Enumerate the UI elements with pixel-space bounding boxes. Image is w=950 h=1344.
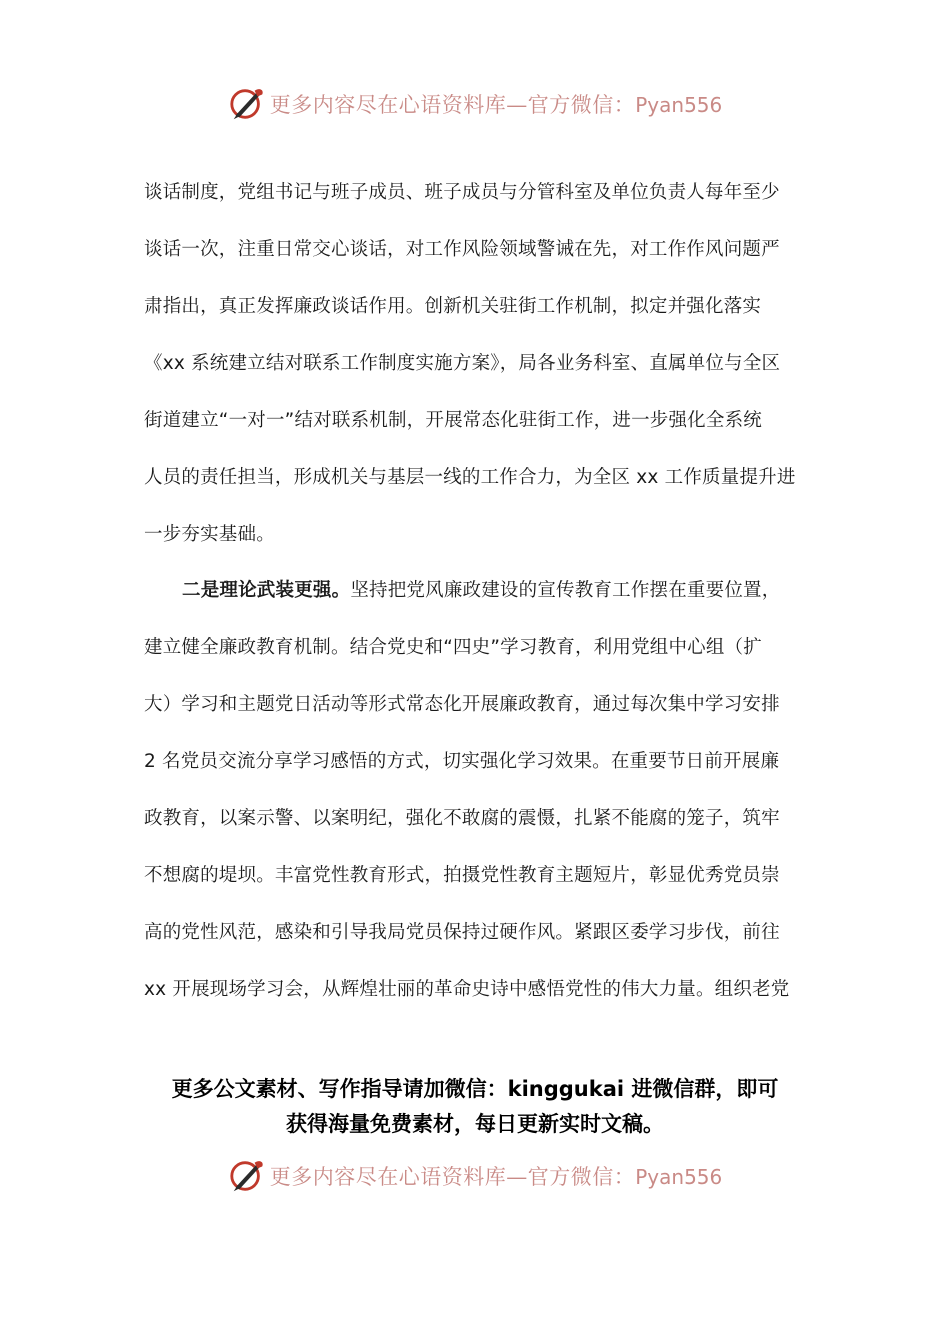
text-line: xx 开展现场学习会，从辉煌壮丽的革命史诗中感悟党性的伟大力量。组织老党 <box>144 979 790 1000</box>
paragraph-first-line <box>182 576 780 606</box>
banner-label <box>270 1161 723 1191</box>
text-line: 谈话一次，注重日常交心谈话，对工作风险领域警诫在先，对工作作风问题严 <box>144 239 780 260</box>
text-line: 不想腐的堤坝。丰富党性教育形式，拍摄党性教育主题短片，彰显优秀党员崇 <box>144 865 780 886</box>
text-line: 政教育，以案示警、以案明纪，强化不敢腐的震慑，扎紧不能腐的笼子，筑牢 <box>144 808 780 829</box>
wechat-handle: Pyan556 <box>635 93 723 117</box>
quill-logo-icon <box>228 85 266 123</box>
text-line: 一步夯实基础。 <box>144 524 275 545</box>
text-line: 高的党性风范，感染和引导我局党员保持过硬作风。紧跟区委学习步伐，前往 <box>144 922 780 943</box>
text-line: 街道建立“一对一”结对联系机制，开展常态化驻街工作，进一步强化全系统 <box>144 410 762 431</box>
text-line: 建立健全廉政教育机制。结合党史和“四史”学习教育，利用党组中心组（扩 <box>144 637 762 658</box>
banner-label <box>270 89 723 119</box>
paragraph-heading: 二是理论武装更强。 <box>182 580 351 601</box>
footer-banner <box>0 1154 950 1198</box>
text-line: 大）学习和主题党日活动等形式常态化开展廉政教育，通过每次集中学习安排 <box>144 694 780 715</box>
header-banner <box>0 82 950 126</box>
text-line: 2 名党员交流分享学习感悟的方式，切实强化学习效果。在重要节日前开展廉 <box>144 751 780 772</box>
wechat-handle: Pyan556 <box>635 1165 723 1189</box>
text-line: 谈话制度，党组书记与班子成员、班子成员与分管科室及单位负责人每年至少 <box>144 182 780 203</box>
promo-note-line-2: 获得海量免费素材，每日更新实时文稿。 <box>286 1112 664 1136</box>
banner-text: 更多内容尽在心语资料库—官方微信： <box>269 1165 636 1189</box>
quill-logo-icon <box>228 1157 266 1195</box>
text-line: 人员的责任担当，形成机关与基层一线的工作合力，为全区 xx 工作质量提升进 <box>144 467 796 488</box>
text-line: 肃指出，真正发挥廉政谈话作用。创新机关驻街工作机制，拟定并强化落实 <box>144 296 762 317</box>
paragraph-text: 坚持把党风廉政建设的宣传教育工作摆在重要位置， <box>350 580 781 601</box>
banner-text: 更多内容尽在心语资料库—官方微信： <box>269 93 636 117</box>
promo-note-line-1: 更多公文素材、写作指导请加微信：kinggukai 进微信群，即可 <box>171 1077 779 1101</box>
text-line: 《xx 系统建立结对联系工作制度实施方案》，局各业务科室、直属单位与全区 <box>144 353 781 374</box>
